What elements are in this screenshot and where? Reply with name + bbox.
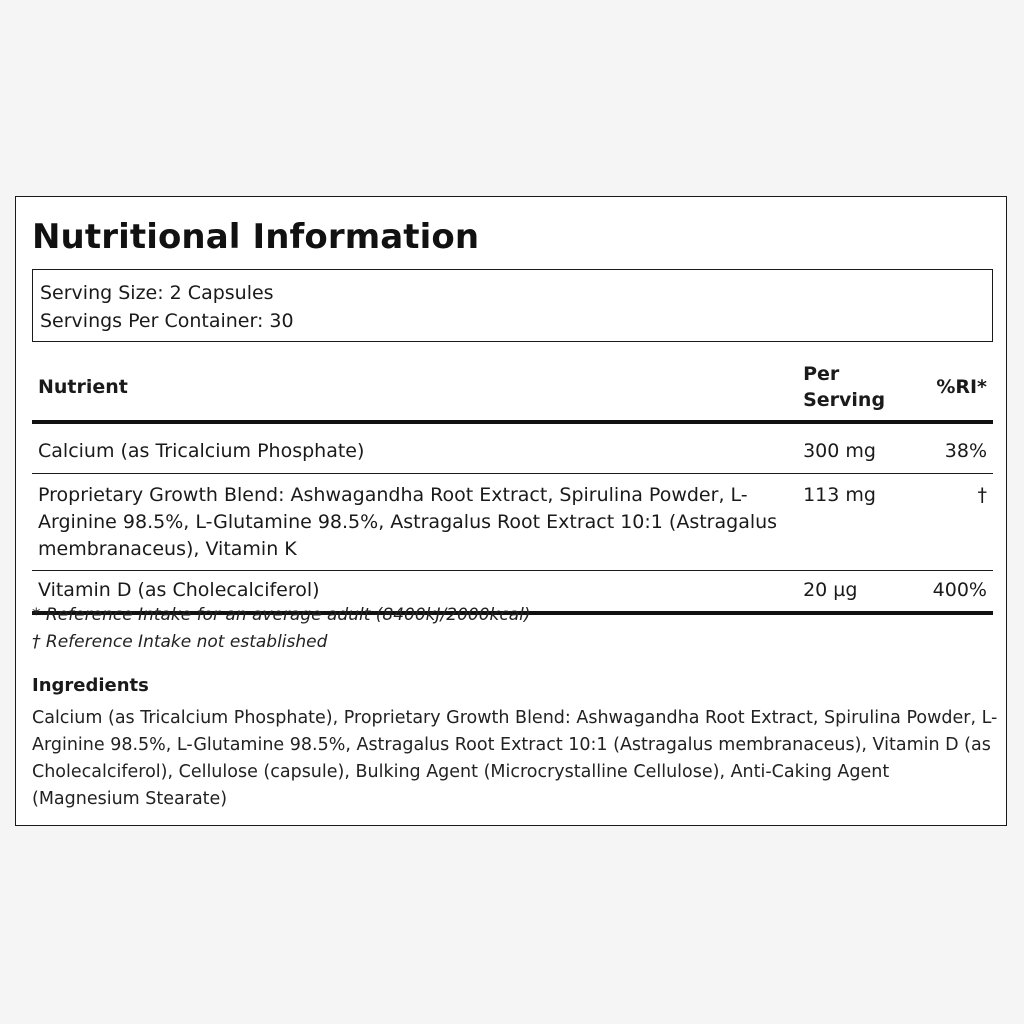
- nutrient-ri: 38%: [927, 422, 993, 474]
- page-title: Nutritional Information: [32, 217, 480, 257]
- header-nutrient: Nutrient: [32, 357, 797, 422]
- ingredients-text: Calcium (as Tricalcium Phosphate), Proprietary Growth Blend: Ashwagandha Root Extract, Spirulina Powder, L-Arginine 98.5%, L-Glutamine 98.5%, Astragalus Root Extract 10:1 (Astragalus membranaceus), Vitamin D (as Cholecalciferol), Cellulose (capsule), Bulking Agent (Microcrystalline Cellulose), Anti-Caking Agent (Magnesium Stearate): [32, 708, 998, 809]
- servings-per-container: Servings Per Container: 30: [40, 310, 294, 332]
- header-ri: %RI*: [927, 357, 993, 422]
- nutrient-amount: 113 mg: [797, 474, 927, 571]
- table-row: [32, 474, 993, 571]
- nutrient-amount: 300 mg: [797, 422, 927, 474]
- table-row: [32, 422, 993, 474]
- nutrition-panel: [15, 196, 1007, 826]
- nutrient-ri: †: [927, 474, 993, 571]
- nutrient-name: Proprietary Growth Blend: Ashwagandha Root Extract, Spirulina Powder, L-Arginine 98.5%, L-Glutamine 98.5%, Astragalus Root Extract 10:1 (Astragalus membranaceus), Vitamin K: [32, 474, 797, 571]
- nutrient-ri: 400%: [927, 571, 993, 614]
- serving-info-box: [32, 269, 993, 342]
- footnote-ri: * Reference Intake for an average adult (8400kJ/2000kcal): [32, 605, 531, 625]
- footnotes: [32, 602, 531, 656]
- nutrient-name: Vitamin D (as Cholecalciferol): [32, 571, 797, 614]
- nutrient-amount: 20 µg: [797, 571, 927, 614]
- nutrient-name: Calcium (as Tricalcium Phosphate): [32, 422, 797, 474]
- ingredients-heading: Ingredients: [32, 675, 149, 696]
- header-per-serving: Per Serving: [797, 357, 927, 422]
- footnote-not-established: † Reference Intake not established: [32, 632, 328, 652]
- serving-size: Serving Size: 2 Capsules: [40, 282, 274, 304]
- nutrient-table: [32, 357, 993, 615]
- table-header-row: [32, 357, 993, 422]
